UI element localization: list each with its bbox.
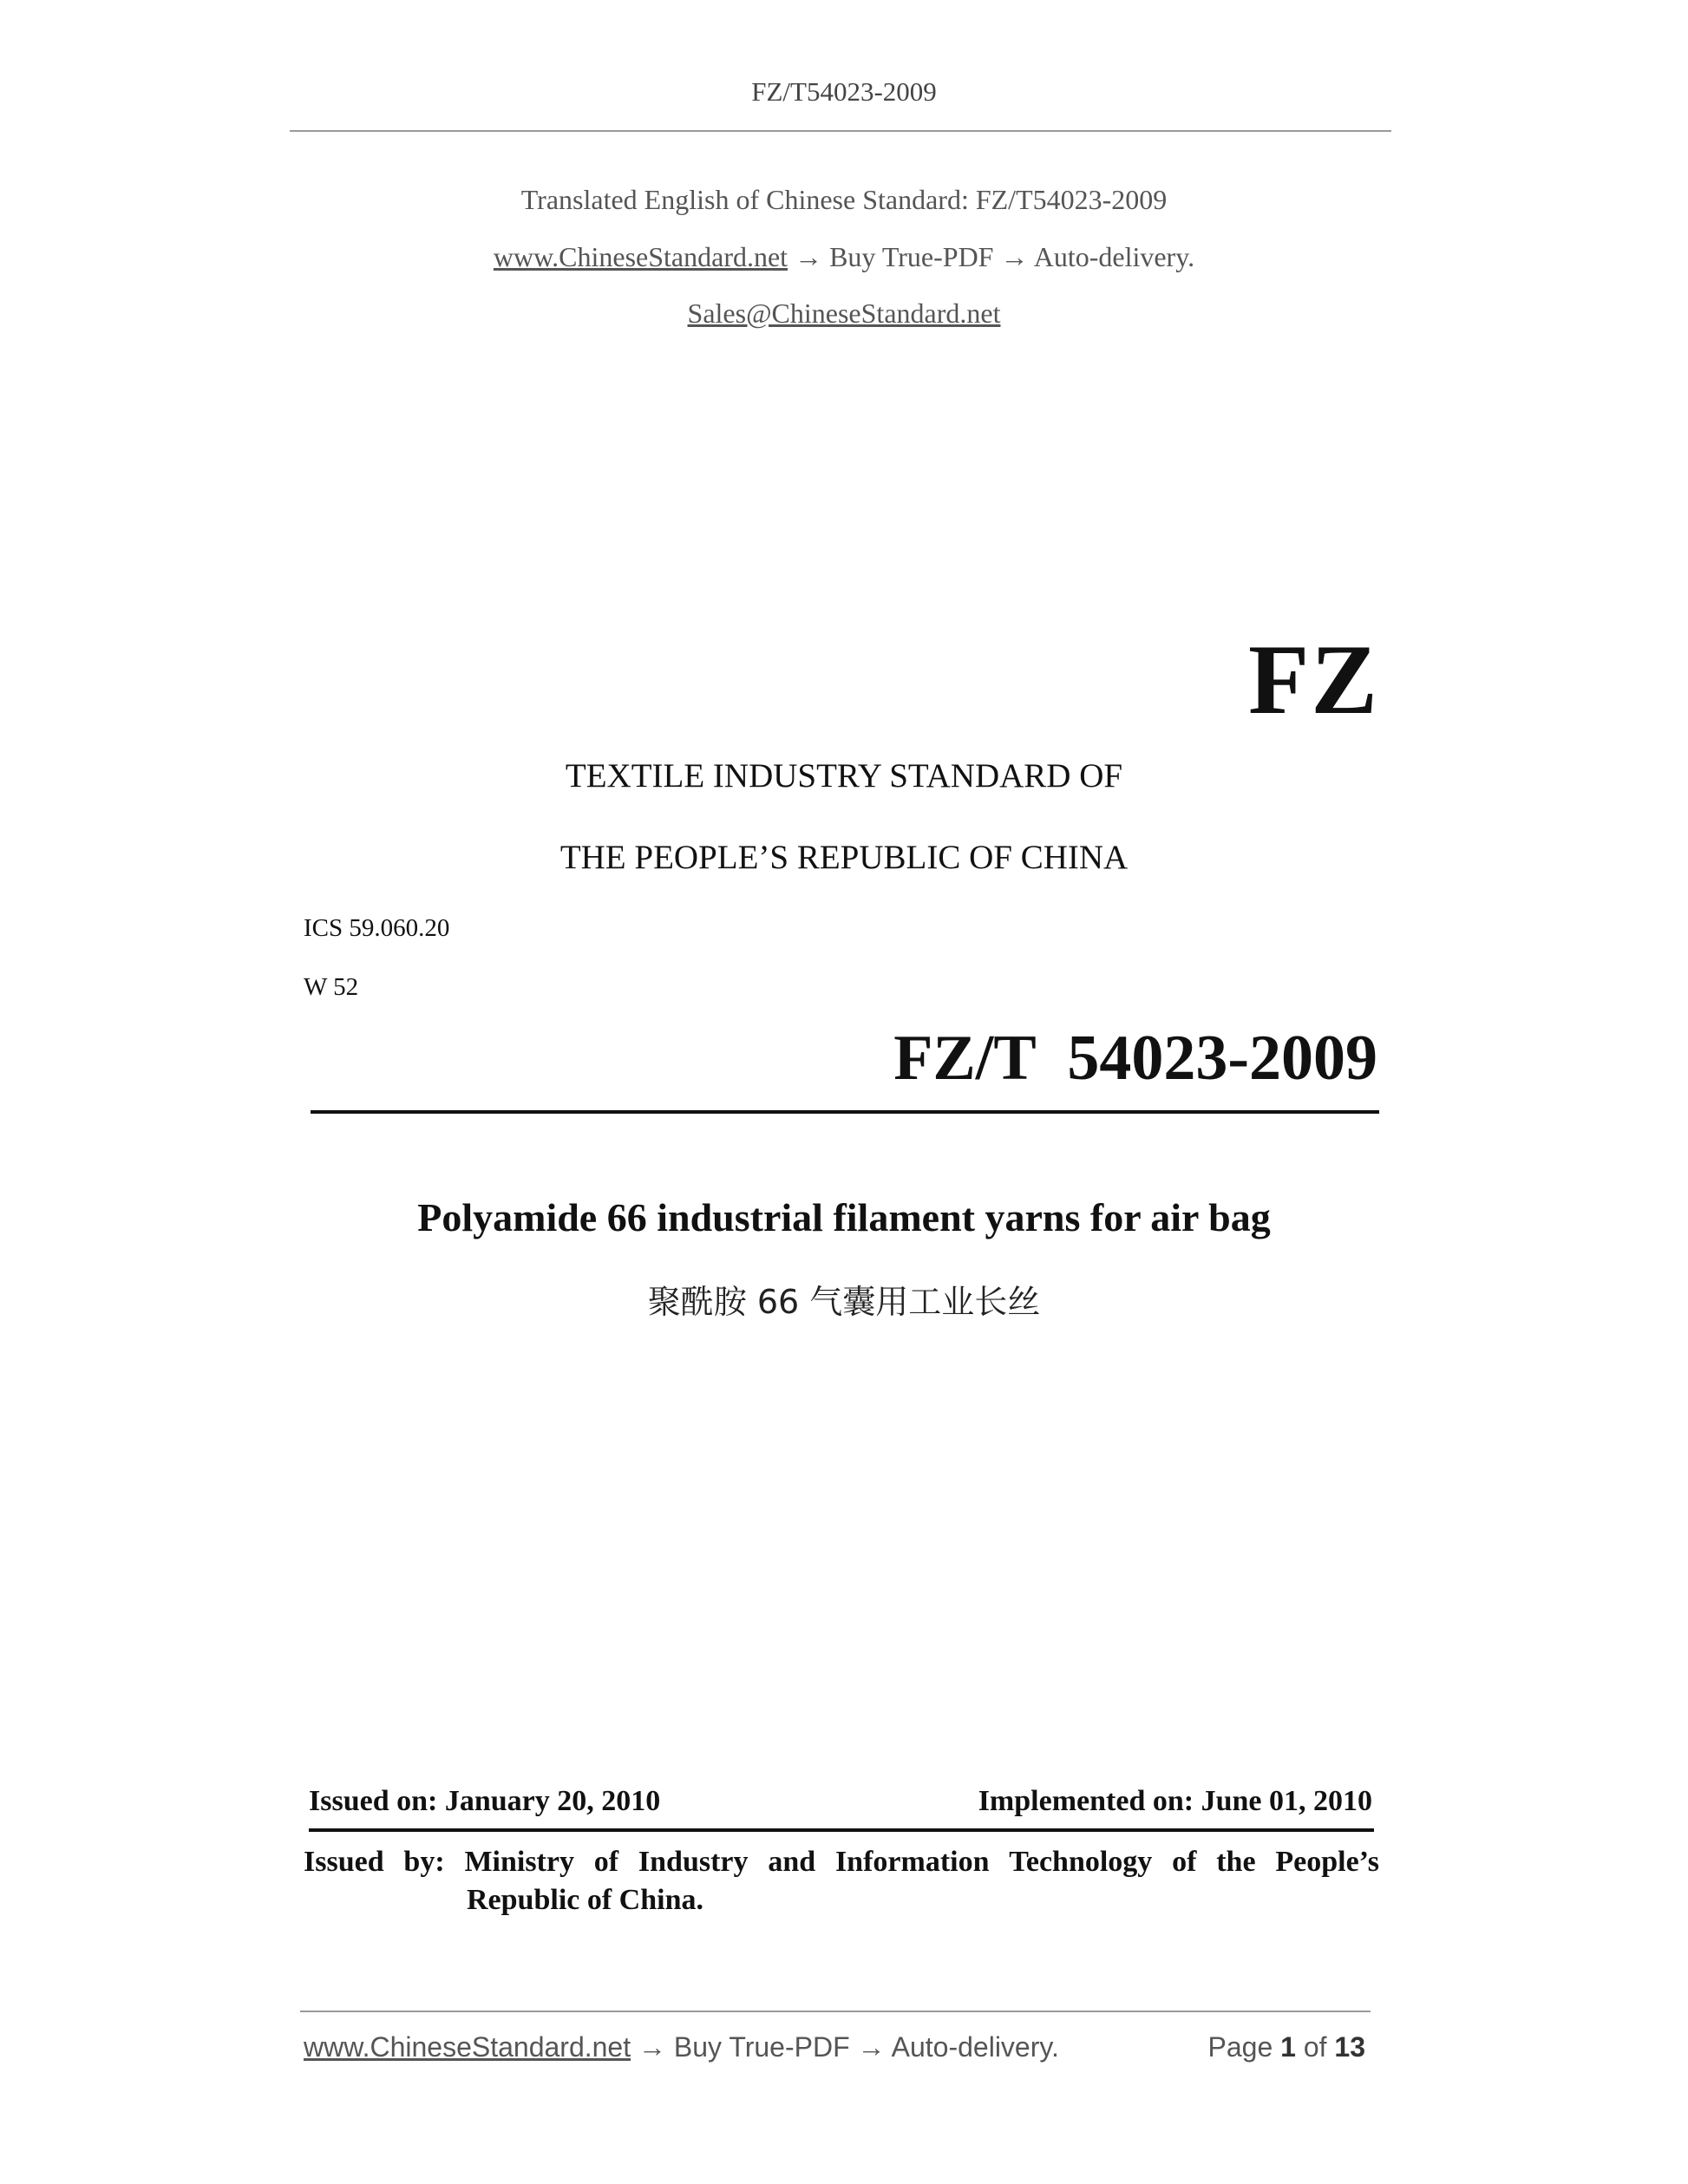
- issued-by-word: Industry: [638, 1846, 749, 1878]
- header-site-link[interactable]: www.ChineseStandard.net: [493, 241, 788, 272]
- page-label: Page: [1207, 2031, 1273, 2063]
- translated-notice: Translated English of Chinese Standard: FZ/T54023-2009: [520, 184, 1168, 215]
- issued-by-word: of: [593, 1846, 619, 1878]
- title-chinese: 聚酰胺 66 气囊用工业长丝: [647, 1283, 1041, 1321]
- footer-site-link[interactable]: www.ChineseStandard.net: [304, 2031, 631, 2063]
- header-buy-text: → Buy True-PDF → Auto-delivery.: [795, 241, 1195, 272]
- standard-org-line2: THE PEOPLE’S REPUBLIC OF CHINA: [559, 839, 1129, 876]
- header-divider: [290, 130, 1391, 132]
- issued-on-date: Issued on: January 20, 2010: [309, 1785, 661, 1817]
- page-of: of: [1303, 2031, 1327, 2063]
- header-doc-code: FZ/T54023-2009: [751, 76, 937, 107]
- issued-by-word: of: [1172, 1846, 1197, 1878]
- ics-code: ICS 59.060.20: [304, 914, 450, 942]
- footer-divider: [300, 2011, 1371, 2012]
- issued-by-word: Information: [834, 1846, 990, 1878]
- standard-number: FZ/T 54023-2009: [893, 1023, 1377, 1094]
- issued-by-word: Technology: [1009, 1846, 1153, 1878]
- title-english: Polyamide 66 industrial filament yarns for air bag: [417, 1195, 1271, 1239]
- standard-number-divider: [311, 1110, 1379, 1114]
- issued-by-word: People’s: [1275, 1846, 1379, 1878]
- issued-by-word: the: [1216, 1846, 1256, 1878]
- issued-by-line1: [304, 1846, 1379, 1879]
- page-total: 13: [1334, 2031, 1365, 2063]
- buy-notice: [0, 241, 1688, 273]
- page-current: 1: [1280, 2031, 1296, 2063]
- date-divider: [309, 1828, 1374, 1832]
- page-indicator: [1208, 2031, 1365, 2063]
- issued-by: [304, 1846, 1379, 1917]
- issued-by-word: and: [768, 1846, 816, 1878]
- footer-buy-notice: [304, 2031, 1059, 2063]
- sales-email-link[interactable]: Sales@ChineseStandard.net: [687, 298, 1001, 329]
- standard-org-line1: TEXTILE INDUSTRY STANDARD OF: [565, 757, 1123, 794]
- email-line: [0, 298, 1688, 330]
- issued-by-line2: Republic of China.: [467, 1884, 703, 1916]
- ccs-code: W 52: [304, 973, 359, 1001]
- issued-by-word: by:: [403, 1846, 445, 1878]
- footer-buy-text: → Buy True-PDF → Auto-delivery.: [631, 2031, 1059, 2063]
- fz-logo: FZ: [1248, 624, 1379, 735]
- issued-by-word: Ministry: [464, 1846, 574, 1878]
- issued-by-word: Issued: [304, 1846, 384, 1878]
- implemented-on-date: Implemented on: June 01, 2010: [978, 1785, 1372, 1817]
